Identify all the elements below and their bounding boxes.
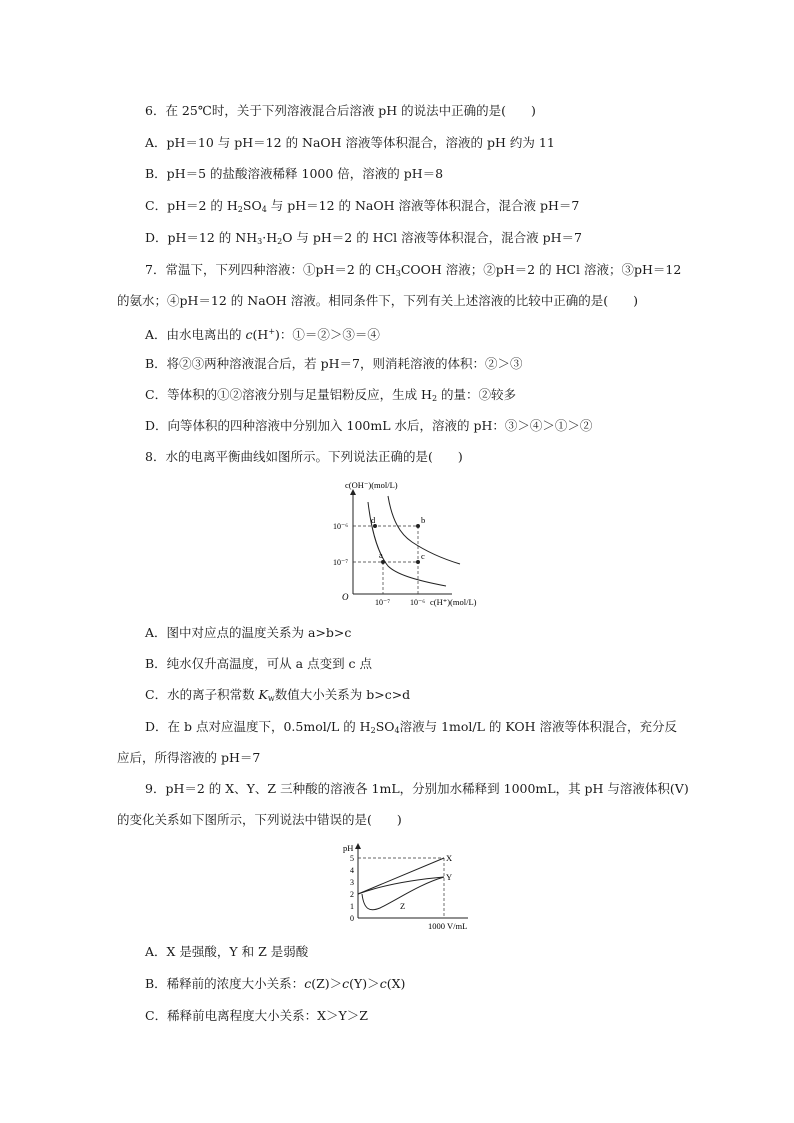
q8-curve-inner [368,502,446,586]
q8-option-b: B．纯水仅升高温度，可从 a 点变到 c 点 [145,656,373,671]
q9-stem-line2: 的变化关系如下图所示，下列说法中错误的是( ) [117,812,402,827]
q8-label-a: a [379,550,383,560]
q8-point-b [416,524,420,528]
q9-option-a: A．X 是强酸，Y 和 Z 是弱酸 [145,944,309,959]
q9-option-b: B．稀释前的浓度大小关系：c(Z)＞c(Y)＞c(X) [145,976,406,991]
q8-figure [330,476,490,612]
q9-label-y: Y [446,872,453,882]
q9-series-x [358,858,444,894]
q8-label-c: c [421,551,425,561]
q6-option-d: D．pH＝12 的 $NH_3\cdot H_2O$ 与 pH＝2 的 HCl 溶液等体积混合，混合液 pH＝7 [145,230,582,246]
q6-stem: 6．在 25℃时，关于下列溶液混合后溶液 pH 的说法中正确的是( ) [145,103,536,118]
q9-ytick-2: 2 [350,890,354,899]
q9-series-y [358,877,444,894]
q7-stem-line2: 的氨水；④pH＝12 的 NaOH 溶液。相同条件下，下列有关上述溶液的比较中正确的是( ) [117,293,639,308]
q9-ytick-0: 0 [350,914,354,923]
q9-label-x: X [446,853,453,863]
q8-ytick-upper: 10⁻⁶ [333,522,349,531]
q9-option-c: C．稀释前电离程度大小关系：X＞Y＞Z [145,1008,368,1023]
q8-point-a [381,560,385,564]
q9-xlabel: 1000 V/mL [428,921,468,931]
q7-option-b: B．将②③两种溶液混合后，若 pH＝7，则消耗溶液的体积：②＞③ [145,356,523,371]
q8-origin: O [342,592,349,602]
q9-ytick-3: 3 [350,878,354,887]
q6-option-c: C．pH＝2 的 $H_2SO_4$ 与 pH＝12 的 NaOH 溶液等体积混合，混合液 pH＝7 [145,198,580,214]
q6-option-a: A．pH＝10 与 pH＝12 的 NaOH 溶液等体积混合，溶液的 pH 约为 11 [145,135,555,150]
q8-point-c [416,560,420,564]
q8-option-d-line2: 应后，所得溶液的 pH＝7 [117,750,261,765]
q7-option-c: C．等体积的①②溶液分别与足量铝粉反应，生成 $H_2$ 的量：②较多 [145,387,517,403]
q9-label-z: Z [400,901,406,911]
q8-ylabel: c(OH⁻)(mol/L) [345,480,398,490]
q8-option-d-line1: D．在 b 点对应温度下，0.5mol/L 的 $H_2SO_4$溶液与 1mol/L 的 KOH 溶液等体积混合，充分反 [145,719,677,735]
q7-stem-line1: 7．常温下，下列四种溶液：①pH＝2 的 $CH_3COOH$ 溶液；②pH＝2 的 HCl 溶液；③pH＝12 [145,262,682,278]
q8-label-b: b [421,515,426,525]
q8-xtick-left: 10⁻⁷ [375,598,391,607]
q8-xlabel: c(H⁺)(mol/L) [430,597,477,607]
q7-option-d: D．向等体积的四种溶液中分别加入 100mL 水后，溶液的 pH：③＞④＞①＞② [145,418,593,433]
q9-ylabel: pH [343,843,354,853]
q8-option-c: C．水的离子积常数 $K_w$数值大小关系为 b>c>d [145,687,411,703]
q9-figure [340,840,490,932]
q8-stem: 8．水的电离平衡曲线如图所示。下列说法正确的是( ) [145,449,463,464]
q8-label-d: d [371,515,376,525]
q6-option-b: B．pH＝5 的盐酸溶液稀释 1000 倍，溶液的 pH＝8 [145,166,444,181]
q7-option-a: A．由水电离出的 c(H+)：①＝②＞③＝④ [145,327,380,342]
q8-option-a: A．图中对应点的温度关系为 a>b>c [145,625,352,640]
q9-stem-line1: 9．pH＝2 的 X、Y、Z 三种酸的溶液各 1mL，分别加水稀释到 1000mL，其 pH 与溶液体积(V) [145,781,689,796]
q9-ytick-5: 5 [350,854,354,863]
q9-ytick-1: 1 [350,902,354,911]
q9-ytick-4: 4 [350,866,354,875]
q8-xtick-right: 10⁻⁶ [410,598,426,607]
q8-ytick-lower: 10⁻⁷ [333,558,349,567]
